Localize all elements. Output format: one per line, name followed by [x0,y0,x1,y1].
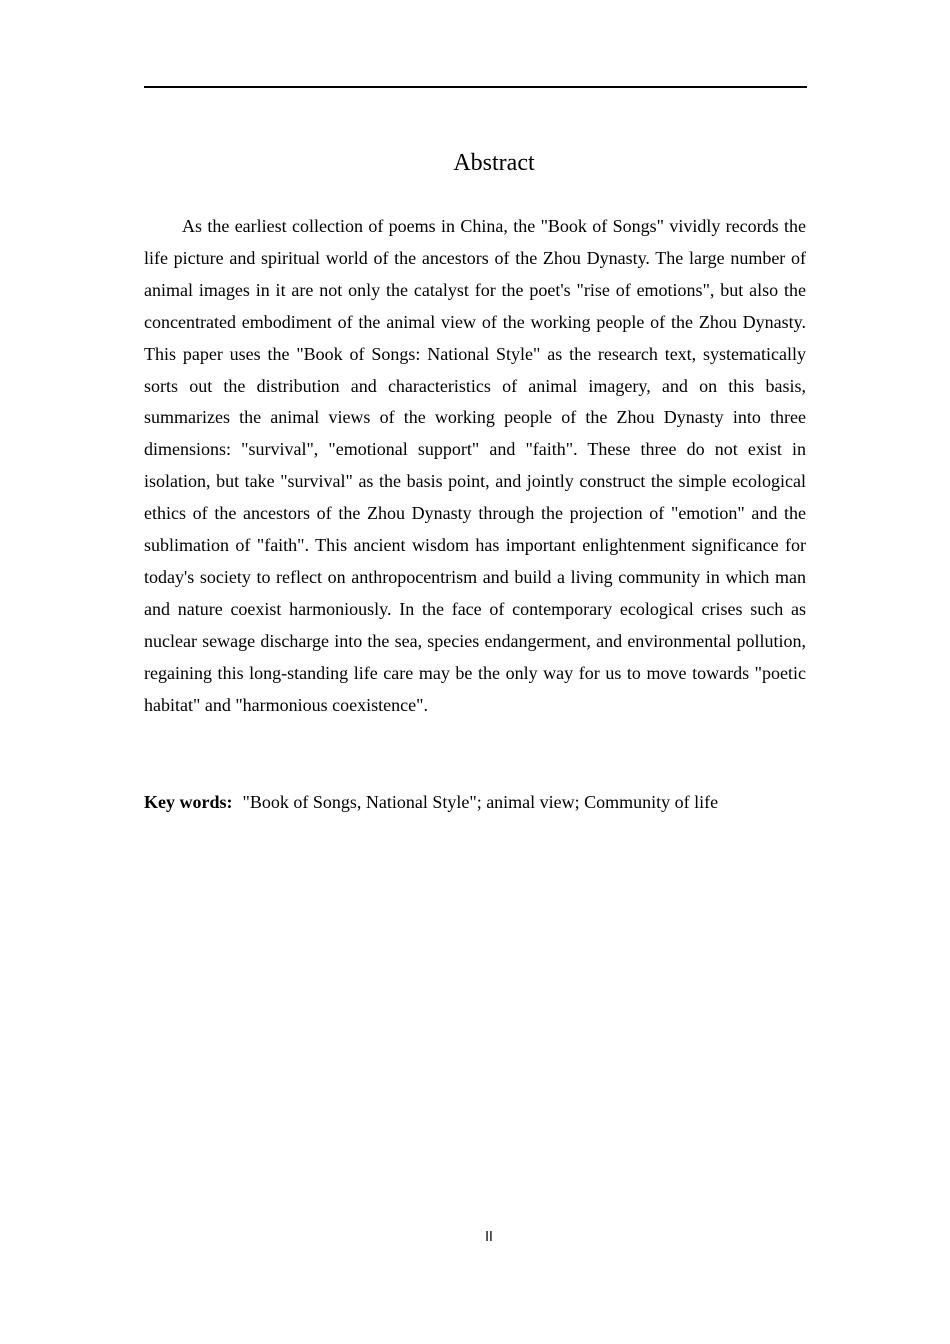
page-title: Abstract [453,150,535,176]
keywords-line [144,787,844,817]
keywords-text: "Book of Songs, National Style"; animal view; Community of life [242,792,719,812]
page-number: II [485,1230,493,1245]
abstract-body: As the earliest collection of poems in China, the "Book of Songs" vividly records the life picture and spiritual world of the ancestors of the Zhou Dynasty. The large number of animal images in it are not only the catalyst for the poet's "rise of emotions", but also the concentrated embodiment of the animal view of the working people of the Zhou Dynasty. This paper uses the "Book of Songs: National Style" as the research text, systematically sorts out the distribution and characteristics of animal imagery, and on this basis, summarizes the animal views of the working people of the Zhou Dynasty into three dimensions: "survival", "emotional support" and "faith". These three do not exist in isolation, but take "survival" as the basis point, and jointly construct the simple ecological ethics of the ancestors of the Zhou Dynasty through the projection of "emotion" and the sublimation of "faith". This ancient wisdom has important enlightenment significance for today's society to reflect on anthropocentrism and build a living community in which man and nature coexist harmoniously. In the face of contemporary ecological crises such as nuclear sewage discharge into the sea, species endangerment, and environmental pollution, regaining this long-standing life care may be the only way for us to move towards "poetic habitat" and "harmonious coexistence". [144,216,806,715]
header-rule [144,86,807,88]
keywords-label: Key words: [144,792,233,812]
